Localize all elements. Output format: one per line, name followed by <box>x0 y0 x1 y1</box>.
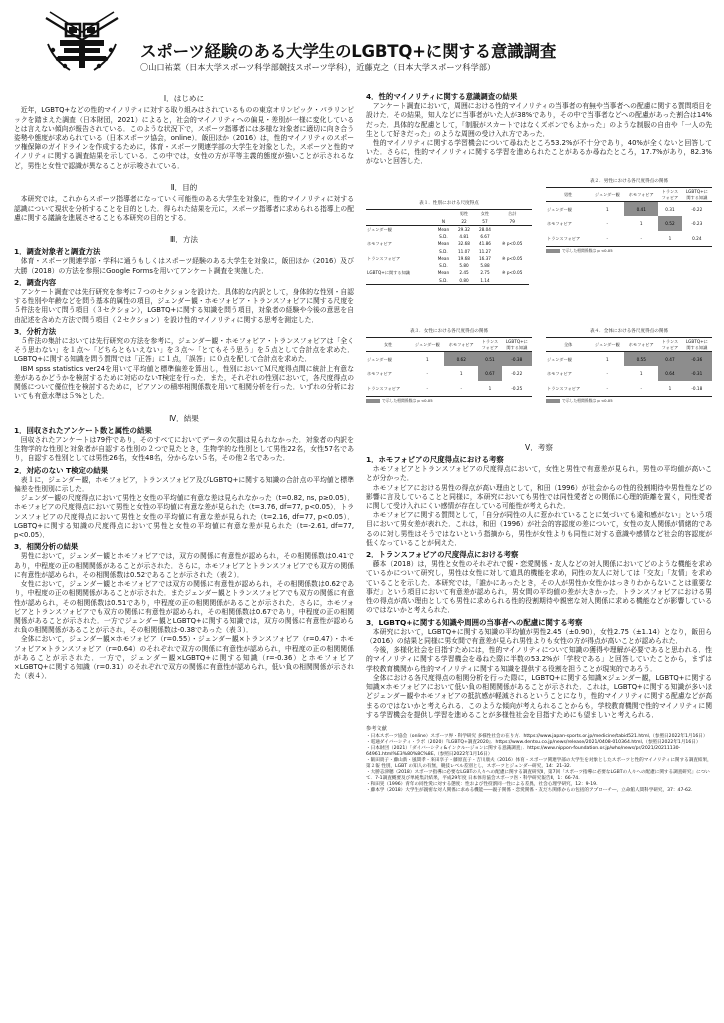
table-1-n-cell: 79 <box>495 218 528 226</box>
reference-item: ・和田実（1996）青年の同性愛に対する態度：性および性役割同一性による差異，社会心理学研究，12：9-19. <box>366 782 598 788</box>
method-3-heading: 3．分析方法 <box>14 326 57 336</box>
t3-cell: -0.25 <box>502 381 532 396</box>
intro-heading: Ⅰ．はじめに <box>163 94 205 103</box>
result-3-heading: 3．相関分析の結果 <box>14 542 79 552</box>
table-1-male-cell: 0.80 <box>454 277 475 285</box>
purpose-paragraph: 本研究では，これからスポーツ指導者になっていく可能性のある大学生を対象に，性的マイノリティに対する認識について現状を分析することを目的とした．得られた結果を元に，スポーツ指導者に求められる指導上の配慮に関する議論を進展させることも本研究の目的とする． <box>14 195 354 222</box>
table-1-stat-label: S.D. <box>439 234 448 240</box>
table-row <box>366 351 532 366</box>
method-3-paragraph: ５件法の集計においては先行研究の方法を参考に，ジェンダー観・ホモフォビア・トランスフォビアは「全くそう思わない」を１点～「どちらともいえない」を３点～「とてもそう思う」を５点として合計点を求めた．LGBTQ+に関する知識を問う質問では「正答」に１点，「誤答」に０点を配して合計点を求めた． <box>14 336 354 364</box>
discussion-3-paragraph-3: 全体における各尺度得点の相関分析を行った際に，LGBTQ+に関する知識×ジェンダー観，LGBTQ+に関する知識×ホモフォビアにおいて低い負の相関関係があることが示された．これは，LGBTQ+に関する知識が多いほどジェンダー観やホモフォビアの抵抗感が軽減されるということになり，性的マイノリティに関する配慮などが高まるのではないかと考えられる．このような傾向が考えられることからも，学校教育機関で性的マイノリティに関する学習機会を提供し学習を進めることが多様性社会を目指すためにも望ましいと考えられる． <box>366 673 712 719</box>
table-1-row-label: LGBTQ+に関する知識 <box>367 270 410 276</box>
table-1-n-cell: 22 <box>454 218 475 226</box>
table-row <box>546 216 712 231</box>
table-1-row-label: ホモフォビア <box>367 241 392 247</box>
t4-cell: -0.36 <box>682 351 712 366</box>
result-4-paragraph-2: 性的マイノリティに関する学習機会について尋ねたところ53.2%が不十分であり，40%が全くないと回答していた．さらに，性的マイノリティに関する学習を進められたことがあるか尋ねたところ，17.7%があり，82.3%がないと回答した． <box>366 139 712 166</box>
table-1-stat-label: Mean <box>437 255 450 261</box>
t3-cell: - <box>410 381 444 396</box>
table-row <box>546 366 712 381</box>
discussion-3-heading: 3．LGBTQ+に関する知識や周囲の当事者への配慮に関する考察 <box>366 617 583 627</box>
table-row <box>366 381 532 396</box>
t4-cell: 1 <box>658 381 681 396</box>
t2-cell: 1 <box>639 221 643 227</box>
table-1-male-cell: 11.07 <box>457 248 470 254</box>
result-1-heading: 1．回収されたアンケート数と属性の結果 <box>14 425 152 435</box>
table-1-female-cell: 11.27 <box>478 248 491 254</box>
t4-cell: - <box>624 381 658 396</box>
t2-header: ジェンダー観 <box>590 188 624 202</box>
left-column <box>14 90 354 1010</box>
table-3 <box>366 329 532 404</box>
table-2-caption: 表２．男性における各尺度得点の関係 <box>589 178 669 184</box>
result-heading: Ⅳ．結果 <box>169 413 199 423</box>
table-4-note: で示した相関係数は p <0.05 <box>546 399 712 404</box>
t4-header: ジェンダー観 <box>590 338 624 352</box>
t3-header: ホモフォビア <box>444 338 478 352</box>
method-2-paragraph: アンケート調査では先行研究を参考に７つのセクションを設けた．具体的な内訳として，身体的な性別・自認する性別や年齢などを問う基本的属性の項目，ジェンダー観・ホモフォビア・トランスフォビアに関する尺度を５件法を用いて問う項目（３セクション），LGBTQ+に関する知識を問う項目，対象者の経験や今後の意思を自由記述を含めた方法で問う項目（２セクション）を設け性的マイノリティに関する思考を測定した． <box>14 287 354 324</box>
method-1-paragraph: 体育・スポーツ関連学部・学科に通うもしくはスポーツ経験のある大学生を対象に，飯田ほか（2016）及び大勝（2018）の方法を参照にGoogle Formsを用いてアンケート調査を実施した． <box>14 257 354 275</box>
right-column <box>366 90 712 1020</box>
t4-cell: -0.31 <box>682 366 712 381</box>
t4-header: トランス フォビア <box>658 338 681 352</box>
t2-header: トランス フォビア <box>658 188 681 202</box>
reference-item: ・藤本学（2018）大学生が親密な対人関係に求める機能――親子関係・恋愛関係・友だち関係からの包括的アプローチ―，立命館人間科学研究，37：47-62. <box>366 788 693 794</box>
table-1-stat-label: S.D. <box>433 277 453 285</box>
table-1-male-cell: 5.80 <box>459 263 469 269</box>
table-1-male-cell: 19.68 <box>457 255 470 261</box>
discussion-heading: Ⅴ．考察 <box>525 442 553 452</box>
t3-header: ジェンダー観 <box>410 338 444 352</box>
table-1-male-cell: 29.32 <box>457 226 470 232</box>
t3-row-label: ジェンダー観 <box>367 356 392 362</box>
result-3-paragraph-2: 女性において，ジェンダー観とホモフォビアでは双方の関係に有意性が認められ，その相関係数は0.62であり，中程度の正の相関関係があることが示された．またジェンダー観とトランスフォビアでも双方の関係に有意性が認められ，その相関係数は0.51であり，中程度の正の相関関係があることが示された．さらに，ホモフォビアとトランスフォビアでも双方の関係に有意性が認められ，その相関係数は0.67であり，中程度の正の相関関係があることが示された．一方でジェンダー観とLGBTQ+に関する知識では，双方の関係に有意性が認められ負の相関関係があることが示され，その相関係数は-0.38であった（表３）． <box>14 580 354 635</box>
table-4 <box>546 329 712 404</box>
table-1-female-cell: 41.86 <box>478 241 491 247</box>
t3-header: LGBTQ+に 関する知識 <box>502 338 532 352</box>
t4-row-label: ジェンダー観 <box>547 356 572 362</box>
table-1-sig-cell: ※ p<0.05 <box>502 255 523 261</box>
result-1-paragraph: 回収されたアンケートは79件であり，そのすべてにおいてデータの欠損は見られなかった．対象者の内訳を生物学的な性別と対象者が自認する性別の２つで見たとき，生物学的な性別として男性22名，女性57名であり，自認する性別としては男性26名，女性48名，分からない５名，その他２名であった． <box>14 435 354 463</box>
discussion-2-paragraph: 藤本（2018）は，男性と女性のそれぞれで親・恋愛関係・友人などの対人関係においてどのような機能を求めているかについて研究し，男性は女性に対して道具的機能を求め，同性の友人に対しては「交友」「友情」を求めていることを示した．本研究では，「誰かにあったとき，その人が男性か女性かはっきりわからないことは重要な事だ」という項目において有意差が認められ，男女間の平均値の差が大きかった．トランスフォビアにおける男性の得点が高い理由としても男性に求められる性的役割期待や親密な対人関係に求める機能などが影響しているのではないかと考えられた． <box>366 560 712 615</box>
result-2-paragraph-2: ジェンダー観の尺度得点において男性と女性の平均値に有意な差は見られなかった（t=0.82, ns, p≥0.05）．ホモフォビアの尺度得点において男性と女性の平均値に有意な差が見られた（t=3.76, df=77, p<0.05）．トランスフォビアの尺度得点において男性と女性の平均値に有意な差が見られた（t=2.16, df=77, p<0.05）．LGBTQ+に関する知識の尺度得点において男性と女性の平均値に有意な差が見られた（t=-2.61, df=77, p<0.05）． <box>14 494 354 540</box>
t4-header: ホモフォビア <box>624 338 658 352</box>
table-1-row-label <box>366 248 433 255</box>
result-2-paragraph: 表１に，ジェンダー観，ホモフォビア，トランスフォビア及びLGBTQ+に関する知識の合計点の平均値と標準偏差を性別別に示した． <box>14 475 354 493</box>
reference-item: ・電通ダイバーシティ・ラボ（2020）『LGBTQ+調査2020』．https://www.dentsu.co.jp/news/release/2021/0408-010364.html,（参照日2022年1月16日） <box>366 739 701 745</box>
discussion-3-paragraph-2: 今後，多様化社会を目指すためには，性的マイノリティについて知識の獲得や理解が必要であると思われる．性的マイノリティに関する学習機会を尋ねた際に半数の53.2%が「学校である」と回答していたことから，まずは学校教育機関から性的マイノリティに関する知識を提供する役割を担うことが現実的であろう． <box>366 646 712 673</box>
t3-cell: 1 <box>478 381 501 396</box>
reference-item: ・飯田貴子・藤山新・風間孝・來田享子・藤原直子・吉川康夫（2016）体育・スポーツ関連学部の大学生を対象としたスポーツと性的マイノリティに関する調査結果，第２報 性別，LGBT の知人の有無，競技レベル差別とし，スポーツとジェンダー研究，14：21-32. <box>366 758 712 770</box>
t2-row-label: ホモフォビア <box>547 221 572 227</box>
table-1-header <box>433 210 453 218</box>
page-title: スポーツ経験のある大学生のLGBTQ+に関する意識調査 <box>140 42 557 61</box>
result-3-paragraph: 男性において，ジェンダー観とホモフォビアでは，双方の関係に有意性が認められ，その相関係数は0.41であり，中程度の正の相関関係があることが示された．さらに，ホモフォビアとトランスフォビアでも双方の関係に有意性が認められ，その相関係数は0.52であることが示された（表２）． <box>14 552 354 579</box>
table-1-row-label: ジェンダー観 <box>367 226 392 232</box>
table-1-stat-label: Mean <box>437 226 450 232</box>
t2-cell: - <box>624 231 658 246</box>
t2-header: LGBTQ+に 関する知識 <box>682 188 712 202</box>
t2-cell: -0.23 <box>691 221 703 227</box>
table-3-note: で示した相関係数は p <0.05 <box>366 399 532 404</box>
t4-header: 全体 <box>546 338 590 352</box>
t2-cell: - <box>606 221 609 227</box>
t4-cell: 1 <box>605 356 609 362</box>
table-1-header: 女性 <box>474 210 495 218</box>
table-row <box>546 201 712 216</box>
table-1-sig-cell: ※ p<0.05 <box>502 241 523 247</box>
t4-header: LGBTQ+に 関する知識 <box>682 338 712 352</box>
table-1 <box>366 201 532 285</box>
t4-cell: 0.47 <box>658 351 681 366</box>
table-1-female-cell: 5.88 <box>480 263 490 269</box>
method-3-paragraph-2: IBM spss statistics ver24を用いて平均値と標準偏差を算出し，性別においてＭ尺度得点間に統計上有意な差があるかどうかを検討するために対応のないT検定を行った．また，それぞれの性別において，各尺度得点の関係について優位性を検討するために，ピアソンの積率相関係数を用いて相関分析を行った．いずれの分析においても有意水準は５%とした． <box>14 364 354 401</box>
table-1-stat-label: Mean <box>437 241 450 247</box>
t3-cell: 0.62 <box>444 351 478 366</box>
t3-cell: -0.38 <box>502 351 532 366</box>
authors-line: 〇山口祐菜（日本大学スポーツ科学部競技スポーツ学科），近藤克之（日本大学スポーツ科学部） <box>140 62 496 72</box>
table-1-female-cell: 28.04 <box>478 226 491 232</box>
table-1-female-cell: 2.75 <box>480 270 490 276</box>
table-1-sig-cell <box>495 262 528 269</box>
table-1-stat-label: Mean <box>437 270 450 276</box>
t3-header: トランス フォビア <box>478 338 501 352</box>
t3-cell: 0.67 <box>478 366 501 381</box>
university-logo-icon <box>44 10 120 76</box>
t4-cell: 0.55 <box>624 351 658 366</box>
references-heading: 参考文献 <box>366 726 387 733</box>
t4-cell: - <box>606 371 609 377</box>
t3-cell: - <box>426 371 429 377</box>
table-1-row-label <box>366 277 433 285</box>
table-row <box>366 366 532 381</box>
table-1-row-label <box>366 233 433 240</box>
method-1-heading: 1．調査対象者と調査方法 <box>14 247 101 257</box>
discussion-1-paragraph-2: ホモフォビアにおける男性の得点が高い理由として，和田（1996）が社会からの性的役割期待や男性性などの影響に言及していることと同様に，本研究においても男性では同性愛者との関係に心理的距離を置く，同性愛者に関して受け入れにくい感情が存在している可能性が考えられた． <box>366 483 712 511</box>
discussion-3-paragraph: 本研究において，LGBTQ+に関する知識の平均値が男性2.45（±0.90），女性2.75（±1.14）となり，飯田ら（2016）の結果と同様に男女間で有意差が見られ男性よりも女性の方が得点が高いことが認められた． <box>366 627 712 645</box>
t4-cell: -0.18 <box>682 381 712 396</box>
table-row <box>546 351 712 366</box>
method-heading: Ⅲ．方法 <box>169 234 199 244</box>
t2-cell: 0.52 <box>658 216 681 231</box>
table-2-note: で示した相関係数は p <0.05 <box>546 249 712 254</box>
table-1-sig-cell <box>495 233 528 240</box>
intro-paragraph: 近年，LGBTQ+などの性的マイノリティに対する取り組みはされているものの東京オリンピック・パラリンピックを踏まえた調査（日本財団，2021）によると，社会的マイノリティへの偏見・差別が一様に変化しているとは言えない傾向が報告されている．このような状況下で，スポーツ指導者には多様な対象者に適切に向き合う姿勢や態度が求められている（日本スポーツ協会，online）．飯田ほか（2016）は，性的マイノリティのスポーツ権保障のガイドラインを作成するために，体育・スポーツ関連学部の大学生を対象とした，スポーツと性的マイノリティに関する調査結果を示している．この中では，女性の方が平等主義的態度が強いことが示されるなど，男性と女性で認識が異なることが示唆されている． <box>14 106 354 170</box>
discussion-1-heading: 1．ホモフォビアの尺度得点における考察 <box>366 455 504 465</box>
t3-cell: 0.51 <box>478 351 501 366</box>
t4-cell: 1 <box>639 371 643 377</box>
t3-row-label: トランスフォビア <box>366 381 410 396</box>
reference-item: ・日本スポーツ協会（online）スポーツ界・科学研究 多様性社会の在り方．https://www.japan-sports.or.jp/medicine/tabid521.html,（参照日2022年1月16日） <box>366 733 708 739</box>
t2-cell: 1 <box>605 206 609 212</box>
t3-header: 女性 <box>366 338 410 352</box>
t2-cell: 0.24 <box>682 231 712 246</box>
t3-cell: 1 <box>425 356 429 362</box>
table-1-header: 合計 <box>495 210 528 218</box>
table-1-n-cell: 57 <box>474 218 495 226</box>
result-4-paragraph: アンケート調査において，周囲における性的マイノリティの当事者の有無や当事者への配慮に関する質問項目を設けた．その結果，知人などに当事者がいた人が38%であり，その中で当事者などへの配慮があった割合は14%だった．具体的な配慮として，「制服がスカートではなくズボンでもよかった」のような制服の自由や「一人の先生として好きだった」のような周囲の受け入れ方であった． <box>366 102 712 138</box>
table-1-sig-cell <box>495 225 528 233</box>
t2-header: ホモフォビア <box>624 188 658 202</box>
t2-cell: -0.22 <box>691 206 703 212</box>
t4-row-label: トランスフォビア <box>546 381 590 396</box>
table-1-row-label: トランスフォビア <box>367 255 401 261</box>
table-1-row-label <box>366 262 433 269</box>
t2-cell: 0.41 <box>624 201 658 216</box>
reference-item: ・日本財団（2021）「ダイバーシティ&インクルージョンに関する意識調査」．https://www.nippon-foundation.or.jp/who/news/pr/2021/20211130-64961.html%E3%80%8C%8E,（参照日2022年1月16日） <box>366 746 681 758</box>
t4-row-label: ホモフォビア <box>547 371 572 377</box>
table-row <box>546 381 712 396</box>
table-1-n-cell: N <box>433 218 453 226</box>
table-1-caption: 表１．性別における尺度得点 <box>419 200 479 206</box>
tables-area <box>366 177 712 439</box>
t2-cell: - <box>590 231 624 246</box>
t2-header: 男性 <box>546 188 590 202</box>
result-3-paragraph-3: 全体において，ジェンダー観×ホモフォビア（r=0.55）・ジェンダー観×トランスフォビア（r=0.47）・ホモフォビア×トランスフォビア（r=0.64）のそれぞれで双方の関係に有意性が認められ，中程度の正の相関関係があることが示された．一方で，ジェンダー観×LGBTQ+に関する知識（r=-0.36）とホモフォビア×LGBTQ+に関する知識（r=0.31）のそれぞれで双方の関係に有意性が認められ，低い負の相関関係が示された（表４）． <box>14 635 354 681</box>
table-1-n-cell <box>366 218 433 226</box>
table-1-male-cell: 2.45 <box>459 270 469 276</box>
table-1-female-cell: 6.67 <box>480 234 490 240</box>
table-3-caption: 表３．女性における各尺度得点の関係 <box>409 328 489 334</box>
result-2-heading: 2．対応のない T検定の結果 <box>14 465 109 475</box>
method-2-heading: 2．調査内容 <box>14 277 57 287</box>
table-2 <box>546 179 712 254</box>
t2-row-label: トランスフォビア <box>546 231 590 246</box>
t2-cell: 1 <box>658 231 681 246</box>
table-1-female-cell: 16.37 <box>478 255 491 261</box>
t2-row-label: ジェンダー観 <box>547 206 572 212</box>
table-1-male-cell: 4.81 <box>459 234 469 240</box>
t3-cell: 1 <box>459 371 463 377</box>
table-row <box>546 231 712 246</box>
result-4-heading: 4．性的マイノリティに関する意識調査の結果 <box>366 92 518 101</box>
t3-cell: -0.22 <box>511 371 523 377</box>
discussion-2-heading: 2．トランスフォビアの尺度得点における考察 <box>366 550 519 560</box>
reference-item: ・大勝志津穂（2018）スポーツ指導に必要なLGBTの人々への配慮に関する調査研究Ⅱ，第7回「スポーツ指導に必要なLGBTの人々への配慮に関する調査研究」について．7-1調査概要及び単純集計結果，平成29年度 日本体育協会スポーツ医・科学研究報告Ⅱ，1：66-74. <box>366 770 710 782</box>
table-1-header: 男性 <box>454 210 475 218</box>
t3-cell: - <box>444 381 478 396</box>
table-1-male-cell: 32.68 <box>457 241 470 247</box>
table-1-sig-cell <box>495 248 528 255</box>
table-1-sig-cell <box>495 277 528 285</box>
table-4-caption: 表４．全体における各尺度得点の関係 <box>589 328 669 334</box>
t4-cell: 0.64 <box>658 366 681 381</box>
discussion-1-paragraph-3: ホモフォビアに関する質問として，「自分が同性の人に惹かれていることに気づいても違和感がない」という項目において男女差が表れた．これは，和田（1996）が社会的容認度の差について，女性の友人関係が情緒的であるのに対し男性はそうではないという指摘から，男性が女性よりも同性に対する意識や感情など社会的容認度が低くなっていることが伺えた． <box>366 511 712 547</box>
purpose-heading: Ⅱ．目的 <box>170 182 198 192</box>
t4-cell: - <box>590 381 624 396</box>
t2-cell: 0.31 <box>665 206 675 212</box>
table-1-stat-label: S.D. <box>439 248 448 254</box>
table-1-female-cell: 1.14 <box>474 277 495 285</box>
table-1-stat-label: S.D. <box>439 263 448 269</box>
table-1-header <box>366 210 433 218</box>
t3-row-label: ホモフォビア <box>367 371 392 377</box>
references <box>366 726 712 794</box>
table-1-sig-cell: ※ p<0.05 <box>502 270 523 276</box>
discussion-1-paragraph: ホモフォビアとトランスフォビアの尺度得点において，女性と男性で有意差が見られ，男性の平均値が高いことが分かった． <box>366 465 712 483</box>
